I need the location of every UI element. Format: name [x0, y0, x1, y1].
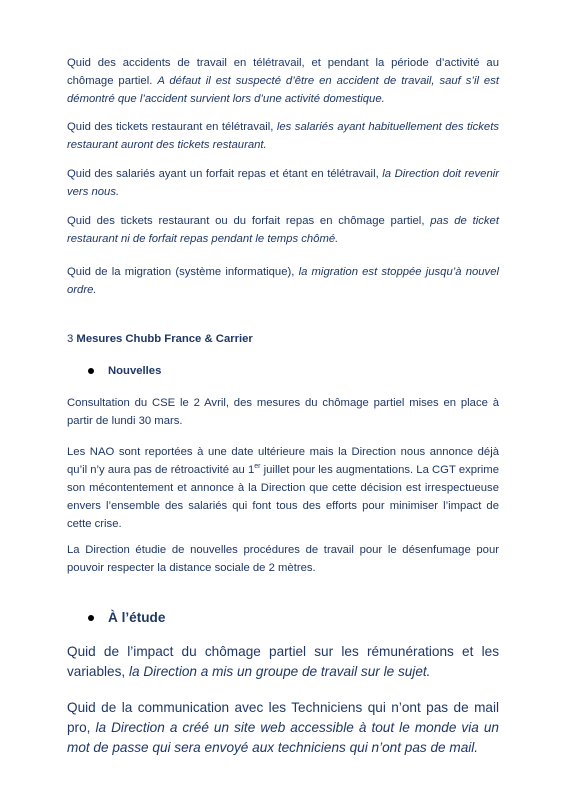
paragraph-text: Quid des tickets restaurant ou du forfait repas en chômage partiel, [67, 215, 431, 227]
paragraph-tickets-teletravail [67, 118, 499, 154]
paragraph-answer: la Direction doit revenir vers nous. [67, 168, 499, 198]
bullet-label: À l’étude [108, 610, 166, 625]
bullet-dot-icon [88, 615, 94, 621]
bullet-a-l-etude [88, 608, 165, 628]
paragraph-text: Quid de la communication avec les Techniciens qui n’ont pas de mail pro, [67, 700, 499, 735]
paragraph-impact-chomage [67, 642, 499, 682]
paragraph-text: La Direction étudie de nouvelles procédures de travail pour le désenfumage pour pouvoir respecter la distance sociale de 2 mètres. [67, 544, 499, 574]
paragraph-accidents-travail [67, 54, 499, 108]
paragraph-answer: la migration est stoppée jusqu’à nouvel ordre. [67, 266, 499, 296]
paragraph-text: Quid des tickets restaurant en télétravail, [67, 121, 277, 133]
paragraph-answer: les salariés ayant habituellement des tickets restaurant auront des tickets restaurant. [67, 121, 500, 151]
paragraph-desenfumage [67, 541, 499, 577]
paragraph-text: Quid de la migration (système informatique), [67, 266, 299, 278]
section-number: 3 [67, 333, 77, 345]
paragraph-answer: A défaut il est suspecté d’être en accident de travail, sauf s’il est démontré que l’accident survient lors d’une activité domestique. [67, 75, 499, 105]
paragraph-tickets-chomage [67, 212, 499, 248]
paragraph-text-continued: juillet pour les augmentations. La CGT exprime son mécontentement et annonce à la Direction que cette décision est irrespectueuse envers l’ensemble des salariés qui font tous des efforts pour minimiser l’impact de cette crise. [67, 464, 499, 530]
paragraph-consultation-cse [67, 394, 499, 430]
bullet-nouvelles [88, 362, 161, 380]
paragraph-text: Consultation du CSE le 2 Avril, des mesures du chômage partiel mises en place à partir de lundi 30 mars. [67, 397, 499, 427]
paragraph-forfait-repas [67, 165, 499, 201]
section-heading [67, 330, 253, 348]
paragraph-migration [67, 263, 499, 299]
paragraph-text: Les NAO sont reportées à une date ultérieure mais la Direction nous annonce déjà qu’il n’y aura pas de rétroactivité au 1 [67, 446, 499, 476]
paragraph-text: Quid des accidents de travail en télétravail, et pendant la période d’activité au chômage partiel. [67, 57, 499, 87]
paragraph-communication-techniciens [67, 698, 499, 758]
paragraph-answer: la Direction a mis un groupe de travail sur le sujet. [128, 664, 431, 679]
paragraph-answer: la Direction a créé un site web accessible à tout le monde via un mot de passe qui sera envoyé aux techniciens qui n’ont pas de mail. [67, 720, 499, 755]
superscript: er [254, 463, 261, 471]
paragraph-nao [67, 443, 499, 533]
paragraph-text: Quid de l’impact du chômage partiel sur les rémunérations et les variables, [67, 644, 499, 679]
bullet-dot-icon [88, 368, 94, 374]
paragraph-answer: pas de ticket restaurant ni de forfait repas pendant le temps chômé. [67, 215, 499, 245]
paragraph-text: Quid des salariés ayant un forfait repas et étant en télétravail, [67, 168, 383, 180]
section-title: Mesures Chubb France & Carrier [76, 333, 253, 345]
bullet-label: Nouvelles [108, 365, 162, 377]
